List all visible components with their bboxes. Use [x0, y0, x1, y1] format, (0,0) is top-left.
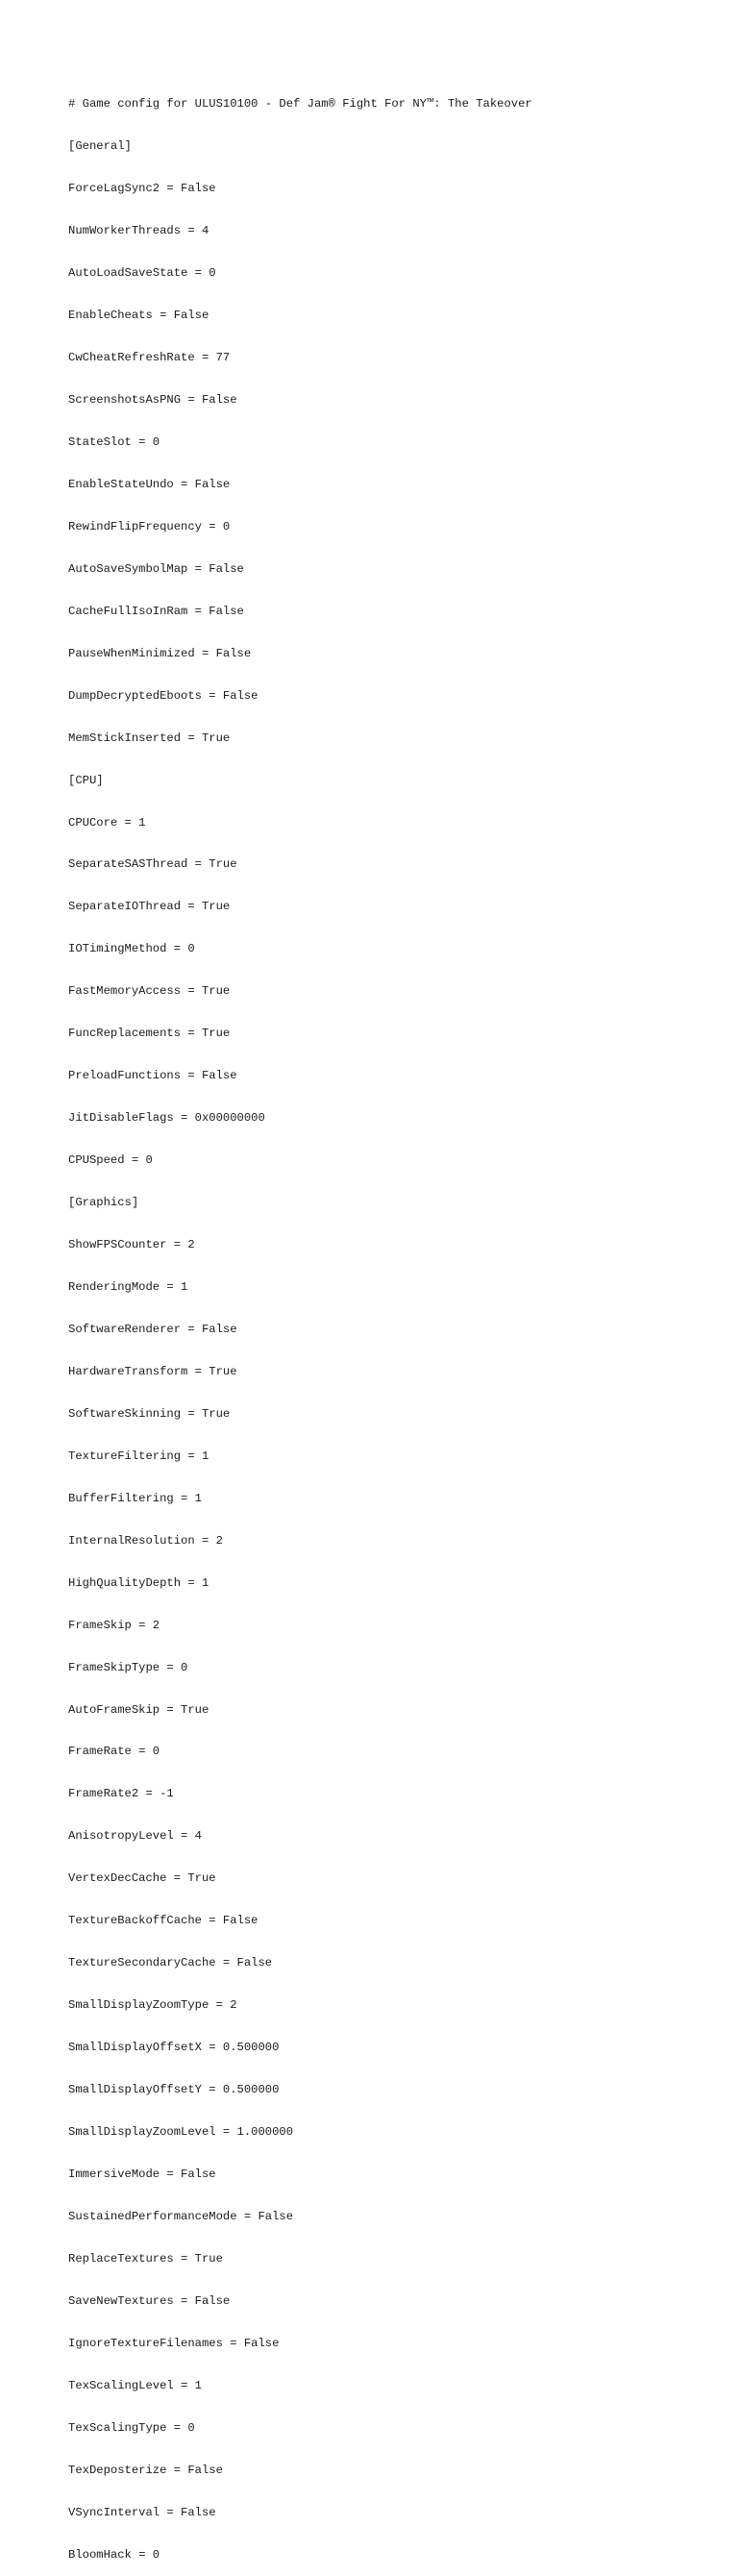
config-line: IOTimingMethod = 0 — [68, 942, 195, 956]
config-line: VSyncInterval = False — [68, 2505, 216, 2519]
config-line: ReplaceTextures = True — [68, 2251, 223, 2266]
config-comment-line: # Game config for ULUS10100 - Def Jam® Fight For NY™: The Takeover — [68, 97, 532, 111]
config-line: AutoFrameSkip = True — [68, 1702, 209, 1717]
config-line: InternalResolution = 2 — [68, 1533, 223, 1548]
config-line: CwCheatRefreshRate = 77 — [68, 351, 231, 365]
config-line: ImmersiveMode = False — [68, 2167, 216, 2182]
config-line: AnisotropyLevel = 4 — [68, 1829, 202, 1844]
config-line: HighQualityDepth = 1 — [68, 1575, 209, 1590]
config-line: SoftwareRenderer = False — [68, 1322, 237, 1336]
config-line: ForceLagSync2 = False — [68, 182, 216, 196]
config-line: SoftwareSkinning = True — [68, 1406, 231, 1421]
config-line: SmallDisplayOffsetX = 0.500000 — [68, 2041, 280, 2055]
config-line: ShowFPSCounter = 2 — [68, 1238, 195, 1252]
config-line: SmallDisplayOffsetY = 0.500000 — [68, 2083, 280, 2097]
config-line: FrameRate2 = -1 — [68, 1787, 174, 1801]
config-line: DumpDecryptedEboots = False — [68, 688, 258, 703]
config-line: EnableCheats = False — [68, 309, 209, 323]
config-line: RewindFlipFrequency = 0 — [68, 519, 231, 533]
config-line: SmallDisplayZoomType = 2 — [68, 1998, 237, 2013]
config-line: CPUSpeed = 0 — [68, 1153, 153, 1168]
config-line: TexScalingLevel = 1 — [68, 2378, 202, 2392]
config-line: SeparateSASThread = True — [68, 857, 237, 872]
config-line: AutoLoadSaveState = 0 — [68, 266, 216, 281]
config-line: TexDeposterize = False — [68, 2463, 223, 2477]
config-line: SmallDisplayZoomLevel = 1.000000 — [68, 2125, 294, 2140]
config-line: MemStickInserted = True — [68, 731, 231, 745]
config-line: TextureBackoffCache = False — [68, 1914, 258, 1928]
config-document — [68, 69, 719, 2576]
config-line: HardwareTransform = True — [68, 1364, 237, 1378]
config-line: AutoSaveSymbolMap = False — [68, 561, 244, 576]
config-line: BufferFiltering = 1 — [68, 1491, 202, 1505]
config-line: TextureFiltering = 1 — [68, 1449, 209, 1463]
config-line: TexScalingType = 0 — [68, 2420, 195, 2435]
config-line: FuncReplacements = True — [68, 1027, 231, 1041]
config-line: SustainedPerformanceMode = False — [68, 2209, 294, 2223]
config-line: VertexDecCache = True — [68, 1871, 216, 1886]
section-header-general: [General] — [68, 139, 132, 154]
config-line: EnableStateUndo = False — [68, 477, 231, 491]
config-line: FrameSkipType = 0 — [68, 1660, 188, 1674]
section-header-cpu: [CPU] — [68, 773, 104, 787]
config-line: BloomHack = 0 — [68, 2547, 160, 2562]
config-line: FrameSkip = 2 — [68, 1618, 160, 1632]
section-header-graphics: [Graphics] — [68, 1196, 139, 1210]
config-line: CacheFullIsoInRam = False — [68, 604, 244, 618]
config-line: StateSlot = 0 — [68, 434, 160, 449]
config-line: TextureSecondaryCache = False — [68, 1956, 273, 1970]
config-line: FrameRate = 0 — [68, 1745, 160, 1759]
config-line: CPUCore = 1 — [68, 815, 146, 830]
config-line: IgnoreTextureFilenames = False — [68, 2336, 280, 2350]
config-line: PreloadFunctions = False — [68, 1069, 237, 1083]
config-line: SaveNewTextures = False — [68, 2293, 231, 2308]
config-line: RenderingMode = 1 — [68, 1280, 188, 1294]
config-line: SeparateIOThread = True — [68, 900, 231, 914]
config-line: NumWorkerThreads = 4 — [68, 224, 209, 238]
config-line: JitDisableFlags = 0x00000000 — [68, 1111, 265, 1126]
config-line: PauseWhenMinimized = False — [68, 646, 252, 660]
config-line: ScreenshotsAsPNG = False — [68, 392, 237, 407]
config-line: FastMemoryAccess = True — [68, 984, 231, 999]
